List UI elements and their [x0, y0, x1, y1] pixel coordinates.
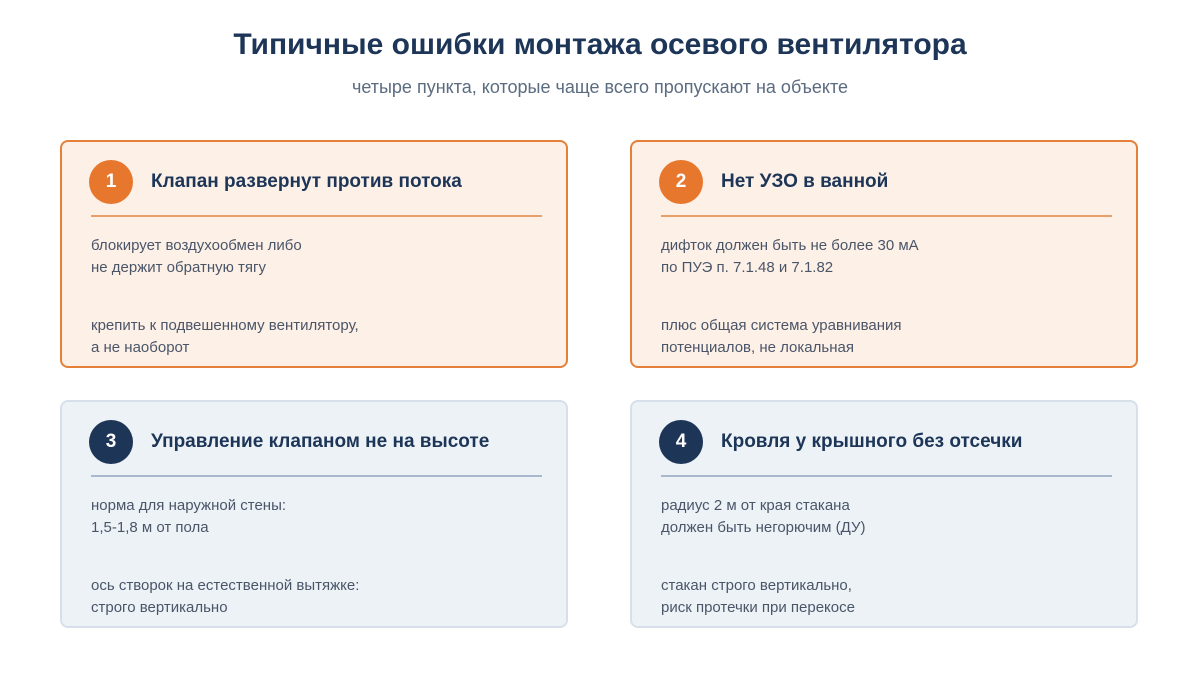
mistake-card-2 [630, 140, 1138, 368]
card-recommendation-line-2: риск протечки при перекосе [661, 599, 855, 616]
card-description-line-2: по ПУЭ п. 7.1.48 и 7.1.82 [661, 259, 834, 276]
page-subtitle: четыре пункта, которые чаще всего пропускают на объекте [351, 77, 849, 97]
mistake-card-4 [630, 400, 1138, 628]
page-title: Типичные ошибки монтажа осевого вентилятора [233, 28, 967, 61]
card-divider [661, 215, 1112, 217]
card-description-line-2: не держит обратную тягу [91, 259, 267, 276]
card-description-line-1: дифток должен быть не более 30 мА [661, 237, 919, 254]
card-description-line-1: норма для наружной стены: [91, 497, 287, 514]
card-recommendation [661, 575, 855, 619]
card-title: Клапан развернут против потока [151, 171, 462, 192]
card-divider [661, 475, 1112, 477]
card-recommendation-line-2: а не наоборот [91, 339, 190, 356]
card-description-line-2: 1,5-1,8 м от пола [91, 519, 209, 536]
step-number-badge: 1 [89, 160, 133, 204]
card-recommendation-line-1: крепить к подвешенному вентилятору, [91, 317, 359, 334]
card-recommendation-line-1: ось створок на естественной вытяжке: [91, 577, 360, 594]
card-description-line-2: должен быть негорючим (ДУ) [661, 519, 866, 536]
card-recommendation [91, 575, 359, 619]
card-description [91, 495, 286, 539]
card-recommendation [91, 315, 359, 359]
card-title: Управление клапаном не на высоте [151, 431, 490, 452]
card-recommendation-line-1: плюс общая система уравнивания [661, 317, 902, 334]
card-description-line-1: радиус 2 м от края стакана [661, 497, 850, 514]
card-divider [91, 215, 542, 217]
step-number-badge: 2 [659, 160, 703, 204]
card-recommendation-line-1: стакан строго вертикально, [661, 577, 852, 594]
card-description [91, 235, 302, 279]
card-divider [91, 475, 542, 477]
mistake-card-1 [60, 140, 568, 368]
card-description-line-1: блокирует воздухообмен либо [91, 237, 302, 254]
card-recommendation [661, 315, 902, 359]
card-recommendation-line-2: потенциалов, не локальная [661, 339, 854, 356]
card-recommendation-line-2: строго вертикально [91, 599, 228, 616]
card-description [661, 495, 865, 539]
step-number-badge: 4 [659, 420, 703, 464]
card-title: Кровля у крышного без отсечки [721, 431, 1023, 452]
card-title: Нет УЗО в ванной [721, 171, 889, 192]
card-description [661, 235, 919, 279]
mistake-card-3 [60, 400, 568, 628]
step-number-badge: 3 [89, 420, 133, 464]
